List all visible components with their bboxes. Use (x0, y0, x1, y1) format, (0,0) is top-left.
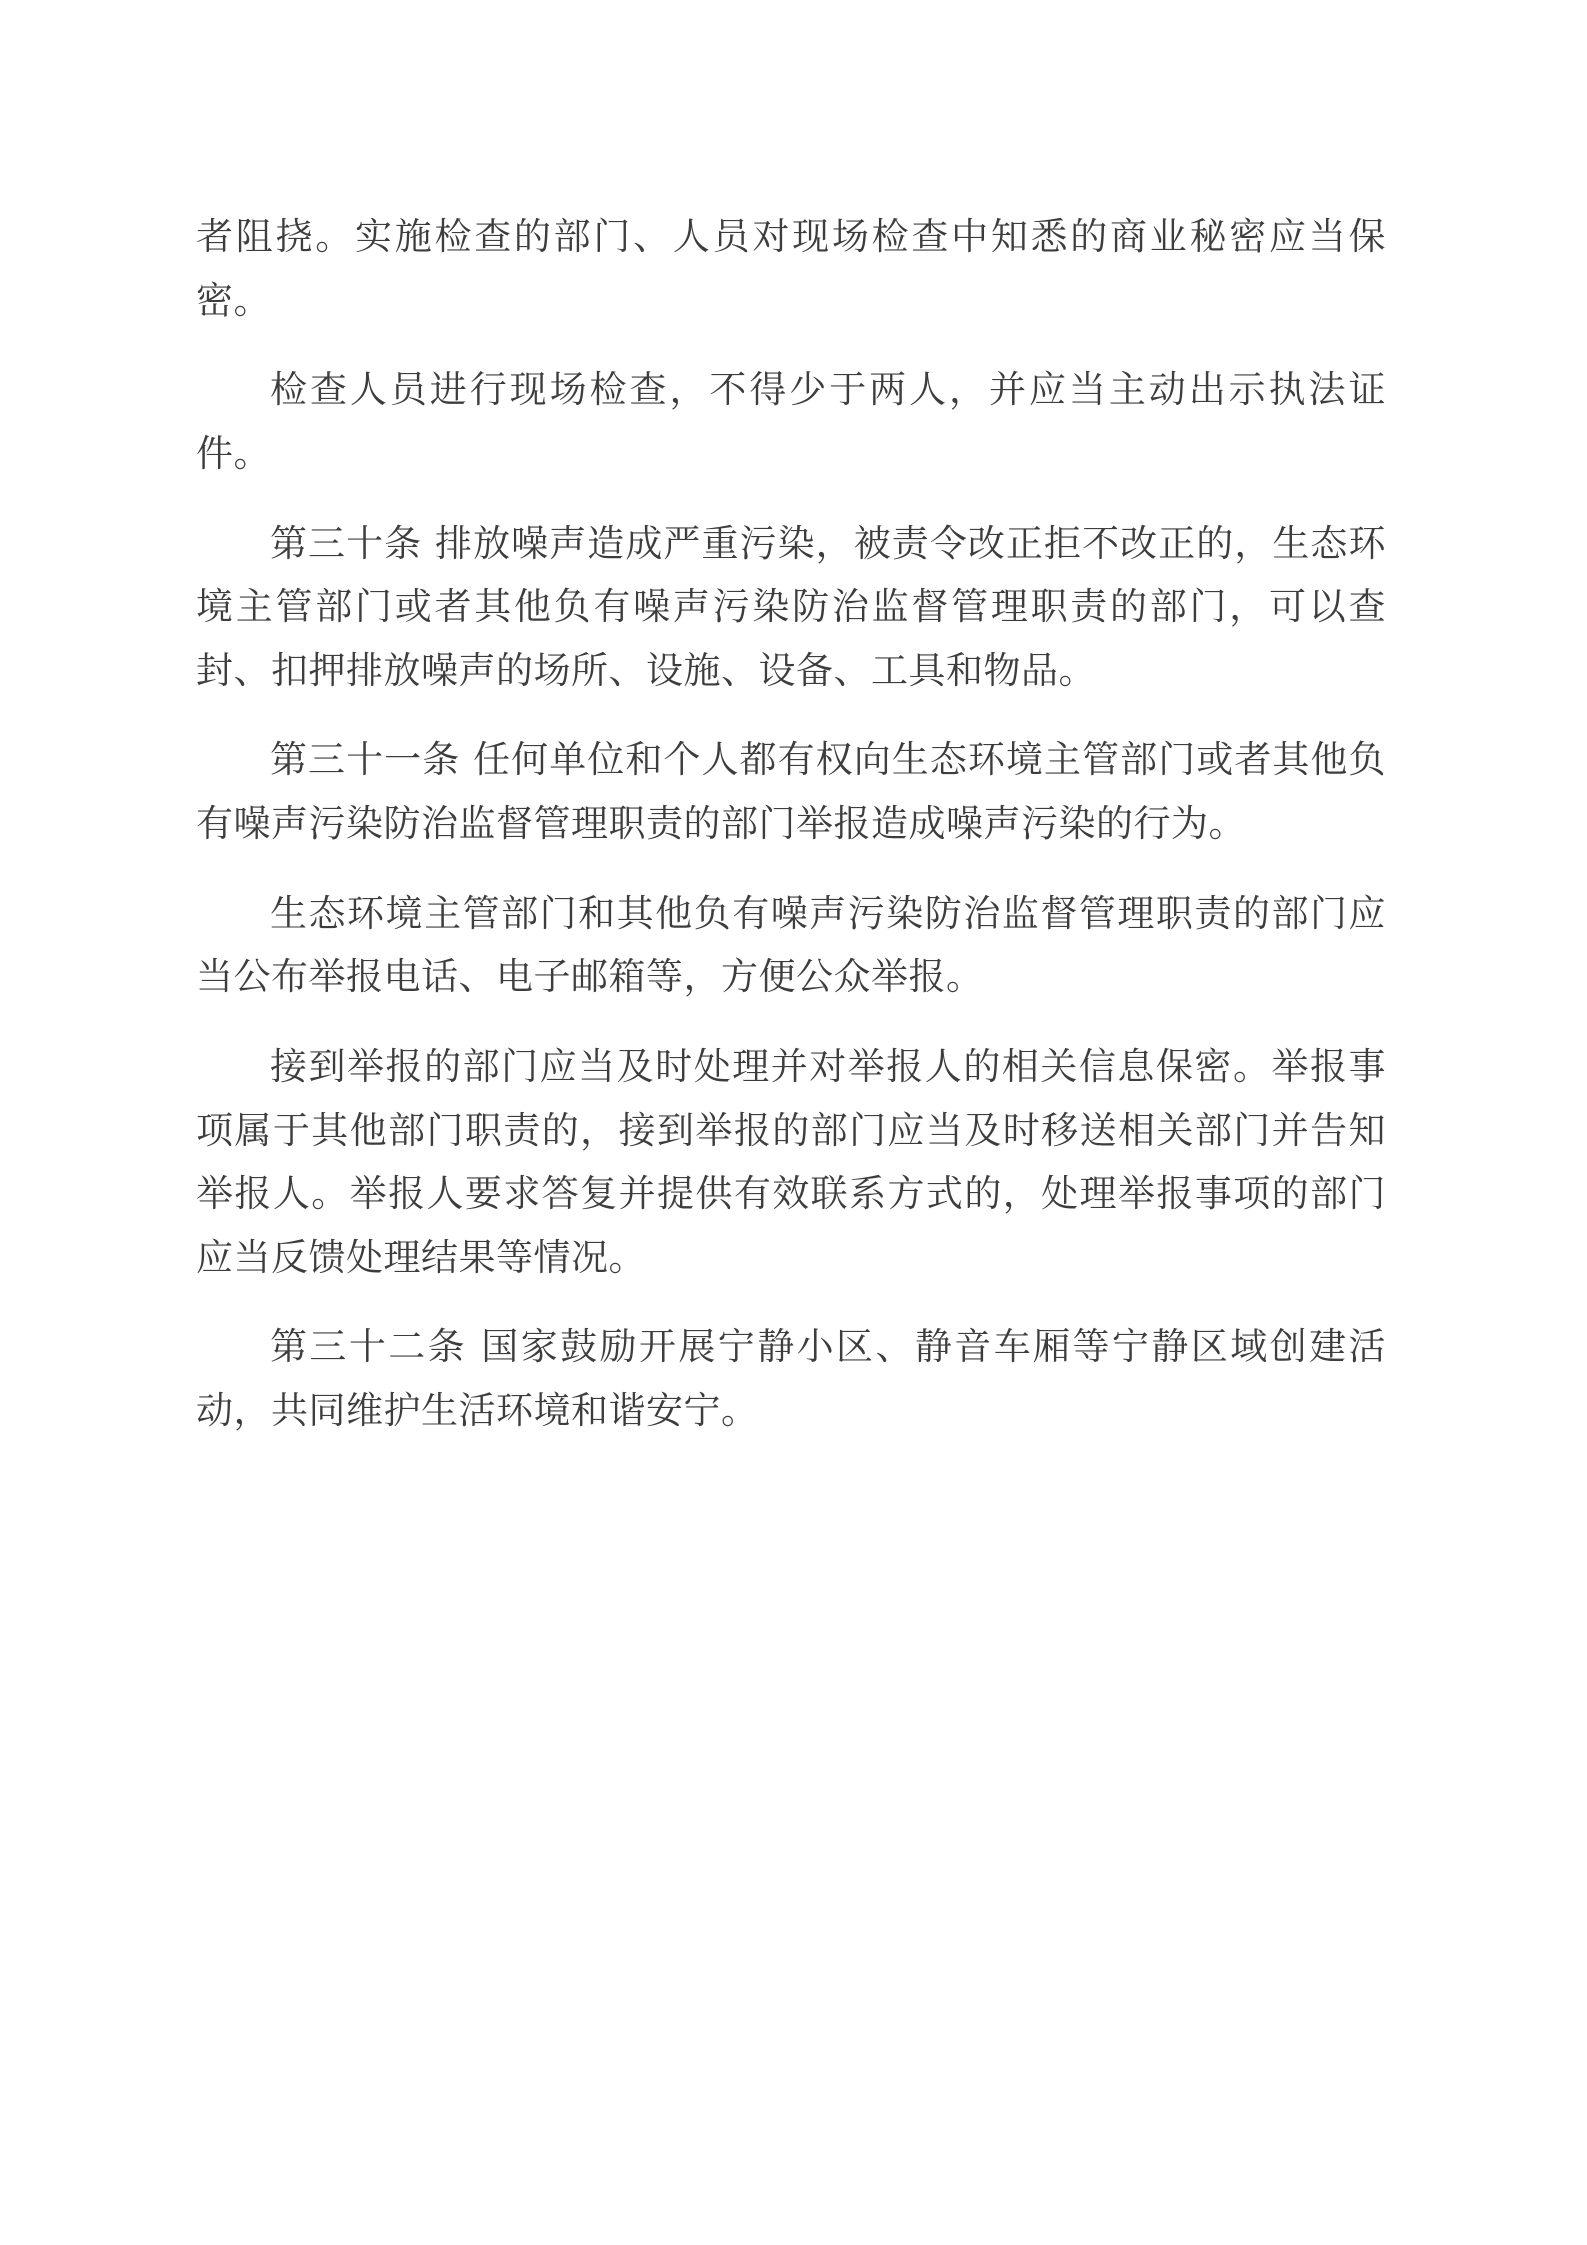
paragraph-article-32: 第三十二条 国家鼓励开展宁静小区、静音车厢等宁静区域创建活动，共同维护生活环境和谐安宁。 (196, 1325, 1386, 1432)
paragraph: 者阻挠。实施检查的部门、人员对现场检查中知悉的商业秘密应当保密。 (196, 215, 1386, 322)
paragraph-article-31: 第三十一条 任何单位和个人都有权向生态环境主管部门或者其他负有噪声污染防治监督管理职责的部门举报造成噪声污染的行为。 (196, 738, 1386, 845)
paragraph-article-30: 第三十条 排放噪声造成严重污染，被责令改正拒不改正的，生态环境主管部门或者其他负有噪声污染防治监督管理职责的部门，可以查封、扣押排放噪声的场所、设施、设备、工具和物品。 (196, 521, 1386, 692)
paragraph: 接到举报的部门应当及时处理并对举报人的相关信息保密。举报事项属于其他部门职责的，接到举报的部门应当及时移送相关部门并告知举报人。举报人要求答复并提供有效联系方式的，处理举报事项的部门应当反馈处理结果等情况。 (196, 1044, 1386, 1279)
document-body (196, 205, 1386, 1469)
paragraph: 生态环境主管部门和其他负有噪声污染防治监督管理职责的部门应当公布举报电话、电子邮箱等，方便公众举报。 (196, 891, 1386, 999)
paragraph: 检查人员进行现场检查，不得少于两人，并应当主动出示执法证件。 (196, 368, 1386, 475)
